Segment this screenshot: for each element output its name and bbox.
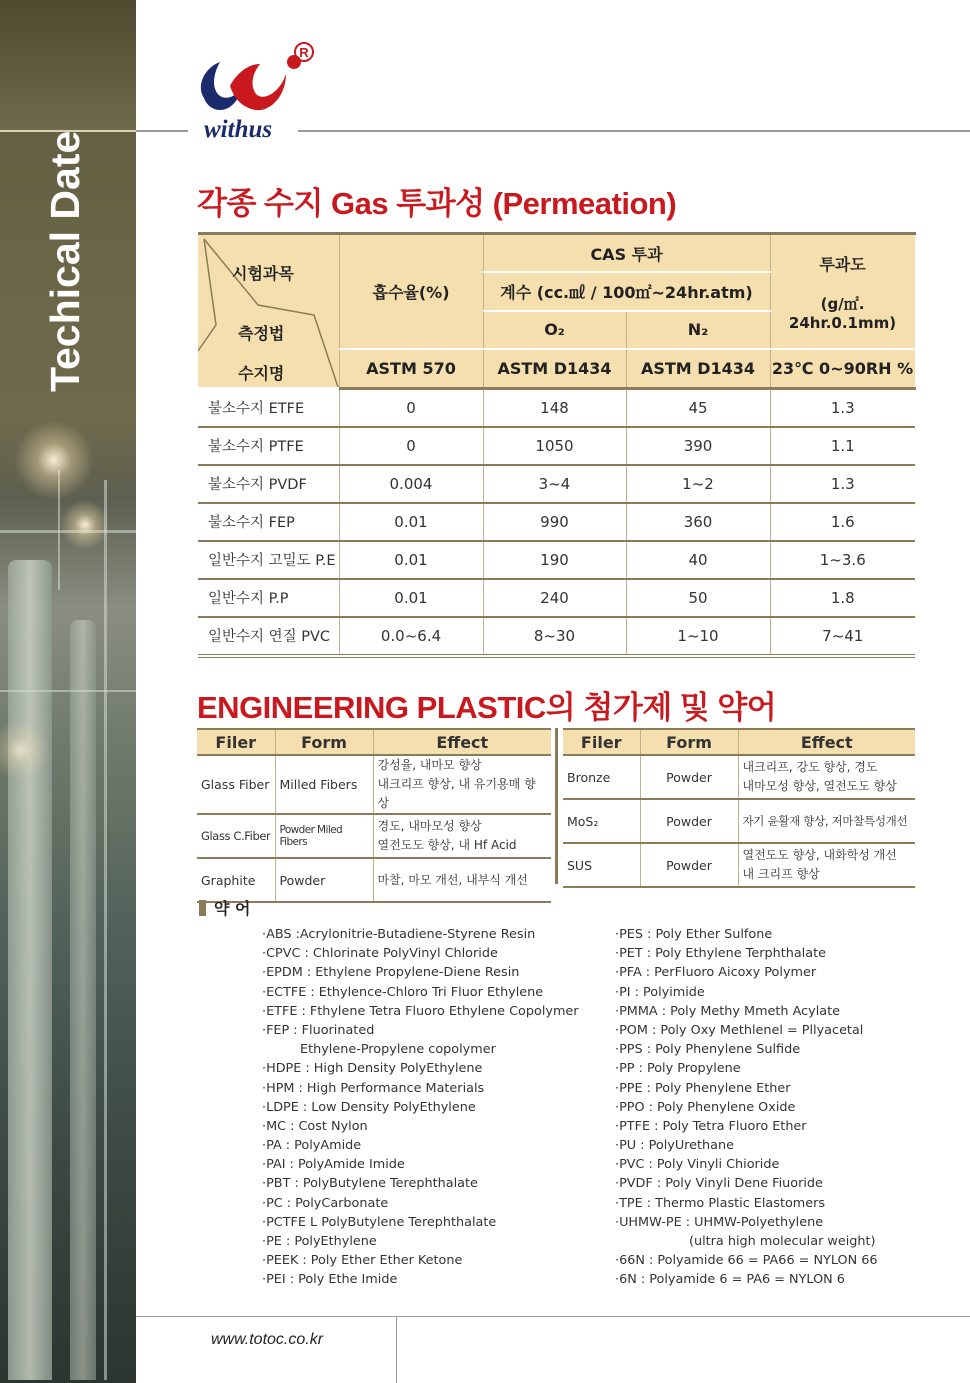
std-n2: ASTM D1434 (626, 349, 770, 388)
effect-line: 내크리프 향상, 내 유기용매 향상 (377, 777, 536, 810)
effect-cell: 자기 윤활재 향상, 저마찰특성개선 (738, 799, 915, 843)
n2-value: 50 (626, 579, 770, 617)
method-label: 측정법 (238, 324, 285, 343)
resin-name: 불소수지 PVDF (198, 465, 339, 503)
light-flare (14, 420, 94, 500)
n2-header: N₂ (626, 311, 770, 349)
form-cell: Powder (640, 755, 738, 799)
list-item: ·PES : Poly Ether Sulfone (615, 927, 773, 942)
effect-line: 내마모성 향상, 열전도도 향상 (742, 779, 897, 793)
list-item: ·PBT : PolyButylene Terephthalate (262, 1176, 478, 1192)
list-item: ·PCTFE L PolyButylene Terephthalate (262, 1214, 497, 1230)
absorption-value: 0.0~6.4 (339, 617, 483, 656)
o2-value: 3~4 (483, 465, 626, 503)
abbreviations-list-right (615, 925, 878, 1290)
pipe-image (104, 480, 107, 1380)
permeation-title: 각종 수지 Gas 투과성 (Permeation) (197, 186, 677, 221)
additives-title: ENGINEERING PLASTIC의 첨가제 및 약어 (197, 690, 777, 725)
filler-cell: Graphite (197, 858, 275, 902)
table-row (198, 503, 915, 541)
effect-line: 열전도도 향상, 내화학성 개선 (742, 848, 897, 862)
absorption-value: 0 (339, 427, 483, 465)
form-header: Form (640, 729, 738, 755)
n2-value: 40 (626, 541, 770, 579)
absorption-value: 0.01 (339, 579, 483, 617)
additives-table-left (197, 728, 551, 903)
o2-value: 148 (483, 388, 626, 427)
n2-value: 1~10 (626, 617, 770, 656)
list-item: ·PP : Poly Propylene (615, 1061, 741, 1077)
registered-mark: R (299, 45, 309, 60)
permeability-header (770, 234, 915, 350)
absorption-value: 0.01 (339, 541, 483, 579)
absorption-value: 0.004 (339, 465, 483, 503)
abbreviations-title: 약 어 (214, 899, 251, 918)
table-row (563, 799, 915, 843)
list-item: ·PVDF : Poly Vinyli Dene Fiuoride (615, 1176, 823, 1192)
list-item: ·LDPE : Low Density PolyEthylene (262, 1099, 476, 1115)
effect-header: Effect (738, 729, 915, 755)
o2-value: 8~30 (483, 617, 626, 656)
table-row (198, 579, 915, 617)
additives-table-right (563, 728, 915, 888)
filler-cell: Glass Fiber (197, 755, 275, 814)
resin-name: 불소수지 FEP (198, 503, 339, 541)
filler-cell: MoS₂ (563, 799, 640, 843)
filler-cell: Bronze (563, 755, 640, 799)
resin-label: 수지명 (238, 364, 285, 383)
form-cell: Powder (275, 858, 373, 902)
list-item: ·EPDM : Ethylene Propylene-Diene Resin (262, 965, 520, 981)
filler-cell: SUS (563, 843, 640, 887)
o2-value: 240 (483, 579, 626, 617)
list-item: ·CPVC : Chlorinate PolyVinyl Chloride (262, 946, 498, 962)
filler-cell: Glass C.Fiber (197, 814, 275, 858)
form-cell: Powder Miled Fibers (275, 814, 373, 858)
permeability-unit: (g/㎡. 24hr.0.1mm) (788, 294, 897, 332)
list-item: ·PU : PolyUrethane (615, 1138, 734, 1154)
form-cell: Powder (640, 799, 738, 843)
table-row (198, 427, 915, 465)
resin-name: 불소수지 ETFE (198, 388, 339, 427)
n2-value: 390 (626, 427, 770, 465)
header-rule (136, 130, 188, 132)
permeation-table (198, 232, 916, 658)
abbreviations-list-left (262, 925, 579, 1290)
permeability-value: 1.8 (770, 579, 915, 617)
tables-divider (555, 728, 558, 884)
table-row (197, 814, 551, 858)
pipe-image (0, 690, 136, 692)
list-item: ·MC : Cost Nylon (262, 1118, 368, 1134)
effect-line: 내크리프, 강도 향상, 경도 (742, 760, 878, 774)
list-item: ·PVC : Poly Vinyli Chioride (615, 1157, 780, 1173)
list-item: ·PMMA : Poly Methy Mmeth Acylate (615, 1003, 841, 1019)
table-row (198, 541, 915, 579)
effect-line: 열전도도 향상, 내 Hf Acid (377, 838, 517, 852)
effect-cell (738, 755, 915, 799)
resin-name: 일반수지 P.P (198, 579, 339, 617)
o2-value: 1050 (483, 427, 626, 465)
list-item: ·POM : Poly Oxy Methlenel = Pllyacetal (615, 1022, 864, 1038)
list-item: ·6N : Polyamide 6 = PA6 = NYLON 6 (615, 1272, 845, 1288)
industrial-tower-image (8, 560, 52, 1380)
o2-value: 990 (483, 503, 626, 541)
abbreviations-heading (199, 896, 250, 919)
list-item: ·PI : Polyimide (615, 984, 705, 1000)
table-row (198, 617, 915, 656)
effect-line: 경도, 내마모성 향상 (377, 819, 482, 833)
list-item: (ultra high molecular weight) (689, 1234, 876, 1249)
effect-line: 내 크리프 향상 (742, 867, 820, 881)
footer-rule (136, 1316, 970, 1317)
list-item: ·FEP : Fluorinated (262, 1022, 375, 1038)
resin-name: 일반수지 고밀도 P.E (198, 541, 339, 579)
resin-name: 일반수지 연질 PVC (198, 617, 339, 656)
list-item: ·PA : PolyAmide (262, 1138, 362, 1154)
list-item: ·HDPE : High Density PolyEthylene (262, 1061, 483, 1077)
n2-value: 45 (626, 388, 770, 427)
table-row (563, 843, 915, 887)
coefficient-header: 계수 (cc.㎖ / 100㎡~24hr.atm) (483, 272, 770, 310)
permeability-value: 1.3 (770, 388, 915, 427)
effect-cell (738, 843, 915, 887)
footer-divider (396, 1316, 397, 1383)
list-item: ·TPE : Thermo Plastic Elastomers (615, 1195, 826, 1211)
table-row (198, 465, 915, 503)
list-item: ·66N : Polyamide 66 = PA66 = NYLON 66 (615, 1253, 878, 1269)
list-item: ·PTFE : Poly Tetra Fluoro Ether (615, 1118, 807, 1134)
filler-header: Filer (563, 729, 640, 755)
list-item: ·PEEK : Poly Ether Ether Ketone (262, 1253, 463, 1269)
list-item: ·ETFE : Fthylene Tetra Fluoro Ethylene Copolymer (262, 1003, 579, 1019)
list-item: ·PPS : Poly Phenylene Sulfide (615, 1042, 801, 1058)
cas-header: CAS 투과 (483, 234, 770, 273)
test-item-label: 시험과목 (232, 264, 294, 283)
list-item: ·HPM : High Performance Materials (262, 1080, 485, 1096)
effect-line: 강성율, 내마모 향상 (377, 758, 482, 772)
sidebar-title: Techical Date (42, 130, 88, 392)
filler-header: Filer (197, 729, 275, 755)
form-cell: Milled Fibers (275, 755, 373, 814)
list-item: ·PPO : Poly Phenylene Oxide (615, 1099, 796, 1115)
table-row (198, 388, 915, 427)
absorption-value: 0.01 (339, 503, 483, 541)
list-item: ·PET : Poly Ethylene Terphthalate (615, 946, 826, 962)
o2-header: O₂ (483, 311, 626, 349)
list-item: ·PEI : Poly Ethe Imide (262, 1272, 398, 1288)
list-item: ·ABS :Acrylonitrie-Butadiene-Styrene Resin (262, 927, 536, 942)
list-item: ·ECTFE : Ethylence-Chloro Tri Fluor Ethylene (262, 984, 544, 1000)
withus-logo-mark (190, 38, 330, 118)
permeability-value: 7~41 (770, 617, 915, 656)
std-permeability: 23℃ 0~90RH % (770, 349, 915, 388)
absorption-value: 0 (339, 388, 483, 427)
list-item: ·PE : PolyEthylene (262, 1234, 377, 1249)
header-rule (298, 130, 970, 132)
effect-cell (373, 755, 551, 814)
form-header: Form (275, 729, 373, 755)
effect-cell: 마찰, 마모 개선, 내부식 개선 (373, 858, 551, 902)
permeability-label: 투과도 (819, 254, 866, 274)
permeability-value: 1.6 (770, 503, 915, 541)
resin-name: 불소수지 PTFE (198, 427, 339, 465)
permeability-value: 1~3.6 (770, 541, 915, 579)
permeability-value: 1.3 (770, 465, 915, 503)
list-item: ·PPE : Poly Phenylene Ether (615, 1080, 791, 1096)
o2-value: 190 (483, 541, 626, 579)
effect-cell (373, 814, 551, 858)
list-item: ·PFA : PerFluoro Aicoxy Polymer (615, 965, 817, 981)
website-link[interactable]: www.totoc.co.kr (211, 1331, 324, 1348)
brand-wordmark: withus (204, 116, 273, 143)
permeability-value: 1.1 (770, 427, 915, 465)
list-item: Ethylene-Propylene copolymer (300, 1042, 496, 1058)
form-cell: Powder (640, 843, 738, 887)
heading-marker (199, 900, 206, 916)
industrial-tower-image (70, 620, 96, 1380)
light-flare (60, 500, 110, 550)
list-item: ·UHMW-PE : UHMW-Polyethylene (615, 1214, 824, 1230)
table-row (197, 755, 551, 814)
header-diagonal-cell (198, 234, 339, 389)
std-o2: ASTM D1434 (483, 349, 626, 388)
n2-value: 1~2 (626, 465, 770, 503)
list-item: ·PC : PolyCarbonate (262, 1195, 389, 1211)
table-row (563, 755, 915, 799)
effect-header: Effect (373, 729, 551, 755)
std-absorption: ASTM 570 (339, 349, 483, 388)
absorption-header: 흡수율(%) (339, 234, 483, 350)
n2-value: 360 (626, 503, 770, 541)
list-item: ·PAI : PolyAmide Imide (262, 1157, 405, 1173)
